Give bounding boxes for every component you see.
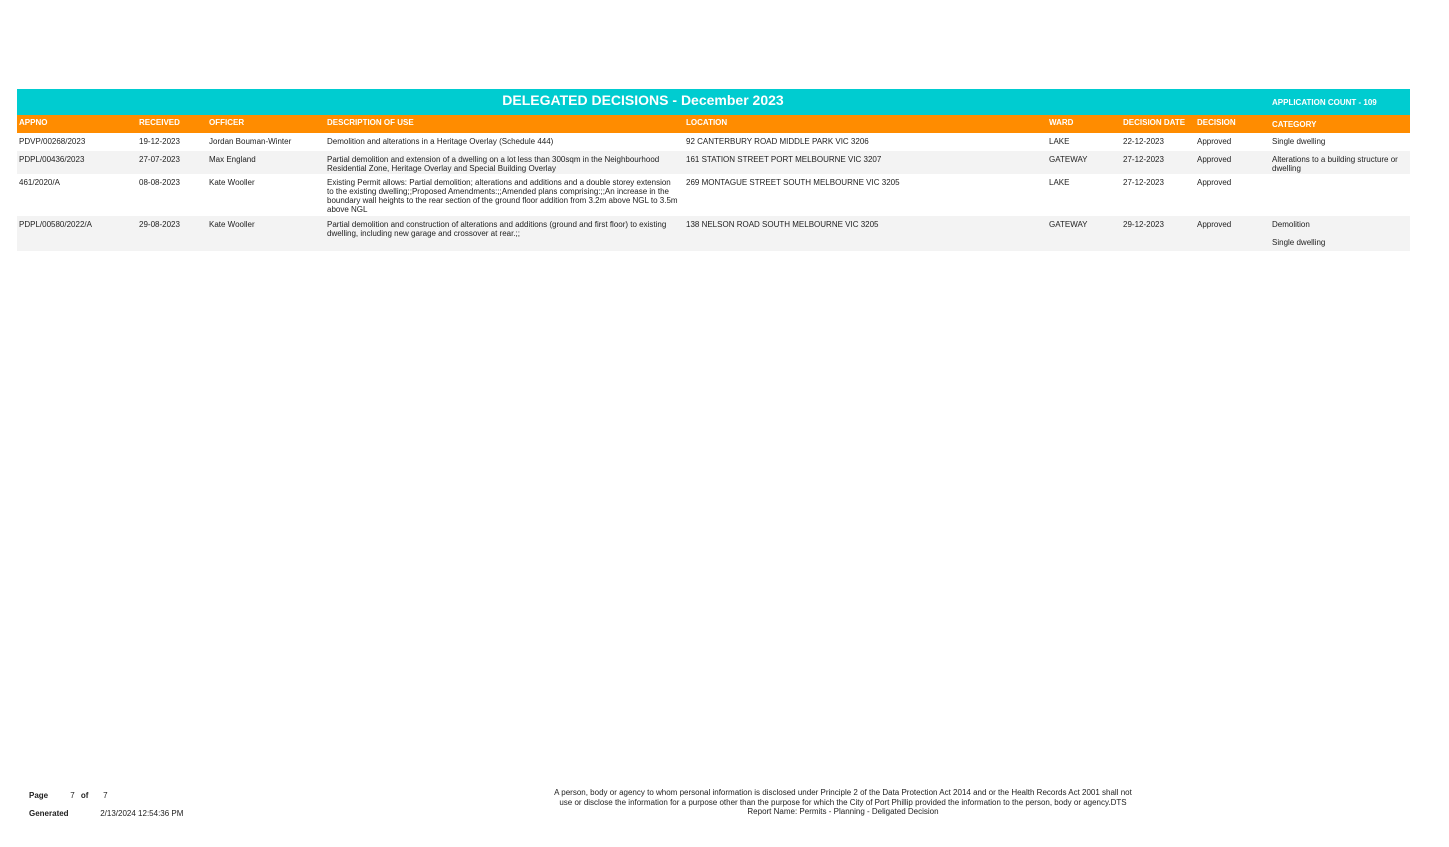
cell-location: 92 CANTERBURY ROAD MIDDLE PARK VIC 3206 — [686, 137, 869, 146]
cell-decision-date: 29-12-2023 — [1123, 220, 1164, 229]
generated-info — [29, 809, 183, 818]
page-of-label: of — [80, 791, 89, 800]
cell-category: Alterations to a building structure or dwelling — [1272, 155, 1398, 173]
cell-received: 29-08-2023 — [139, 220, 180, 229]
cell-ward: GATEWAY — [1049, 155, 1088, 164]
page-total: 7 — [103, 791, 108, 800]
cell-category-line: Single dwelling — [1272, 238, 1326, 247]
cell-description: Demolition and alterations in a Heritage Overlay (Schedule 444) — [327, 137, 554, 146]
cell-description: Partial demolition and construction of alterations and additions (ground and first floor) to existing dwelling, including new garage and crossover at rear.;; — [327, 220, 667, 238]
cell-decision-date: 27-12-2023 — [1123, 155, 1164, 164]
cell-location: 138 NELSON ROAD SOUTH MELBOURNE VIC 3205 — [686, 220, 879, 229]
table-row — [17, 133, 1410, 151]
cell-decision: Approved — [1197, 137, 1232, 146]
cell-ward: LAKE — [1049, 178, 1070, 187]
disclaimer-line: use or disclose the information for a purpose other than the purpose for which the City of Port Phillip provided the information to the person, body or agency.DTS — [559, 797, 1127, 807]
cell-category: Single dwelling — [1272, 137, 1326, 146]
cell-description: Partial demolition and extension of a dwelling on a lot less than 300sqm in the Neighbourhood Residential Zone, Heritage Overlay and Special Building Overlay — [327, 155, 660, 173]
table-row — [17, 174, 1410, 216]
cell-officer: Kate Wooller — [209, 220, 255, 229]
cell-category — [1272, 220, 1408, 247]
cell-decision-date: 27-12-2023 — [1123, 178, 1164, 187]
column-header-received: RECEIVED — [139, 118, 180, 127]
column-header-decision-date: DECISION DATE — [1123, 118, 1186, 127]
delegated-decisions-report — [17, 89, 1410, 251]
table-row — [17, 216, 1410, 251]
cell-ward: GATEWAY — [1049, 220, 1088, 229]
table-header — [17, 115, 1410, 133]
cell-officer: Jordan Bouman-Winter — [209, 137, 292, 146]
cell-category-line: Demolition — [1272, 220, 1310, 229]
cell-location: 161 STATION STREET PORT MELBOURNE VIC 3207 — [686, 155, 882, 164]
cell-decision: Approved — [1197, 220, 1232, 229]
column-header-description: DESCRIPTION OF USE — [327, 118, 414, 127]
cell-appno: PDVP/00268/2023 — [19, 137, 86, 146]
privacy-disclaimer — [520, 788, 1166, 817]
cell-appno: PDPL/00436/2023 — [19, 155, 85, 164]
cell-appno: PDPL/00580/2022/A — [19, 220, 92, 229]
cell-decision: Approved — [1197, 178, 1232, 187]
disclaimer-line: A person, body or agency to whom personal information is disclosed under Principle 2 of the Data Protection Act 2014 and or the Health Records Act 2001 shall not — [554, 788, 1132, 797]
page-number: 7 — [70, 791, 75, 800]
cell-received: 19-12-2023 — [139, 137, 180, 146]
cell-received: 27-07-2023 — [139, 155, 180, 164]
page-label: Page — [29, 791, 49, 800]
cell-location: 269 MONTAGUE STREET SOUTH MELBOURNE VIC 3205 — [686, 178, 900, 187]
generated-timestamp: 2/13/2024 12:54:36 PM — [100, 809, 184, 818]
page-indicator — [29, 791, 108, 800]
column-header-appno: APPNO — [19, 118, 48, 127]
generated-label: Generated — [29, 809, 69, 818]
report-name: Report Name: Permits - Planning - Deligated Decision — [747, 807, 939, 816]
column-header-officer: OFFICER — [209, 118, 245, 127]
report-title: DELEGATED DECISIONS - December 2023 — [502, 92, 784, 108]
cell-received: 08-08-2023 — [139, 178, 180, 187]
cell-decision-date: 22-12-2023 — [1123, 137, 1164, 146]
cell-decision: Approved — [1197, 155, 1232, 164]
column-header-category: CATEGORY — [1272, 120, 1317, 129]
column-header-location: LOCATION — [686, 118, 728, 127]
cell-description: Existing Permit allows: Partial demolition; alterations and additions and a double storey extension to the existing dwelling;;Proposed Amendments:;;Amended plans comprising:;;An increase in the boundary wall heights to the rear section of the ground floor addition from 3.2m above NGL to 3.5m above NGL — [327, 178, 678, 214]
column-header-ward: WARD — [1049, 118, 1074, 127]
column-header-decision: DECISION — [1197, 118, 1236, 127]
cell-officer: Max England — [209, 155, 256, 164]
report-title-bar — [17, 89, 1410, 115]
application-count: APPLICATION COUNT - 109 — [1272, 98, 1377, 107]
cell-appno: 461/2020/A — [19, 178, 60, 187]
table-row — [17, 151, 1410, 174]
cell-ward: LAKE — [1049, 137, 1070, 146]
cell-officer: Kate Wooller — [209, 178, 255, 187]
